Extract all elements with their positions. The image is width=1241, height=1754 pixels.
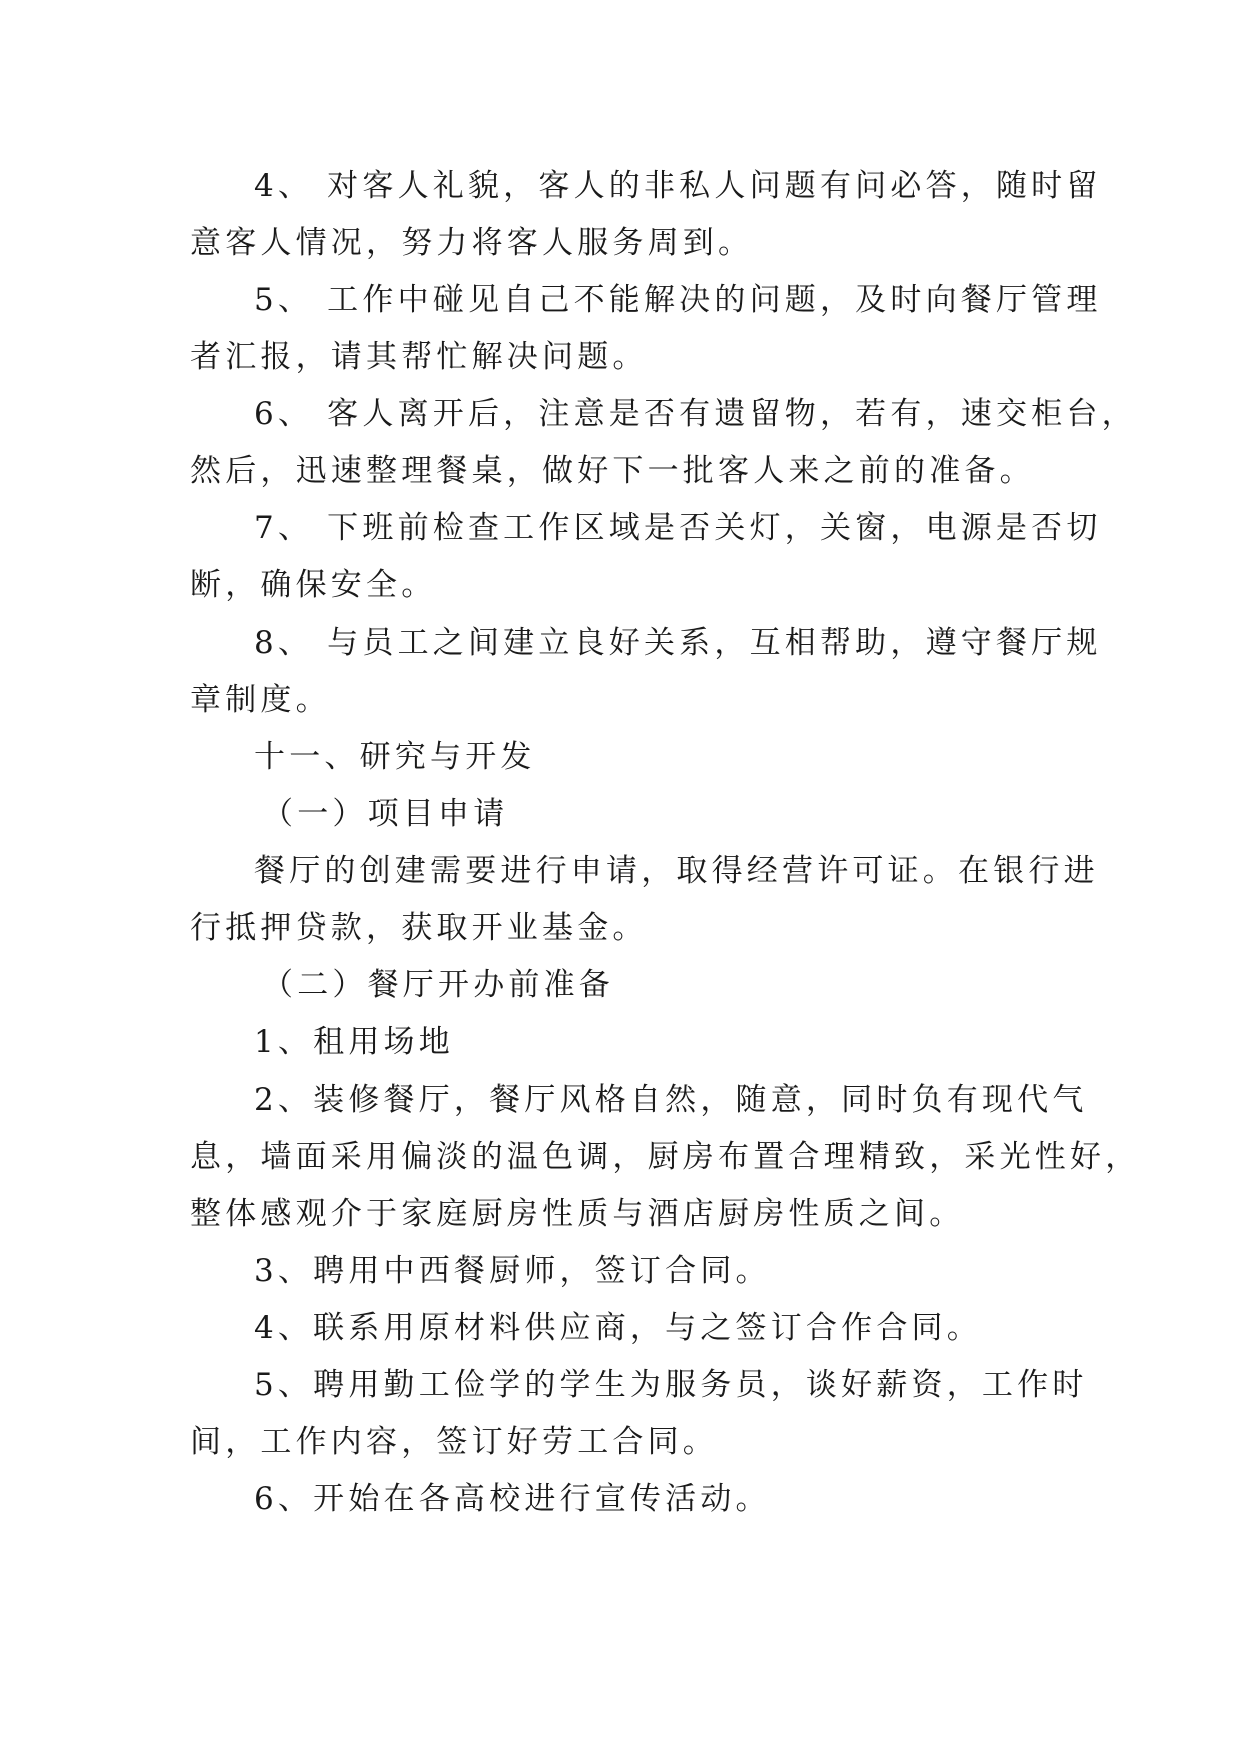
paragraph-line: 者汇报，请其帮忙解决问题。	[190, 339, 648, 375]
subsection-heading: （一）项目申请	[262, 796, 509, 832]
paragraph-line: 意客人情况，努力将客人服务周到。	[190, 225, 754, 261]
list-item: 4、联系用原材料供应商，与之签订合作合同。	[254, 1310, 982, 1346]
paragraph-line: 4、 对客人礼貌，客人的非私人问题有问必答，随时留	[254, 168, 1102, 204]
paragraph-line: 章制度。	[190, 682, 331, 718]
section-heading: 十一、研究与开发	[254, 739, 536, 775]
paragraph-line: 息，墙面采用偏淡的温色调，厨房布置合理精致，采光性好，	[190, 1139, 1141, 1175]
list-item: 2、装修餐厅，餐厅风格自然，随意，同时负有现代气	[254, 1082, 1088, 1118]
paragraph-line: 6、 客人离开后，注意是否有遗留物，若有，速交柜台，	[254, 396, 1137, 432]
paragraph-line: 间，工作内容，签订好劳工合同。	[190, 1424, 718, 1460]
paragraph-line: 5、 工作中碰见自己不能解决的问题，及时向餐厅管理	[254, 282, 1102, 318]
paragraph-line: 断，确保安全。	[190, 567, 437, 603]
list-item: 3、聘用中西餐厨师，签订合同。	[254, 1253, 771, 1289]
paragraph-line: 8、 与员工之间建立良好关系，互相帮助，遵守餐厅规	[254, 625, 1102, 661]
list-item: 6、开始在各高校进行宣传活动。	[254, 1481, 771, 1517]
paragraph-line: 行抵押贷款，获取开业基金。	[190, 910, 648, 946]
paragraph-line: 7、 下班前检查工作区域是否关灯，关窗，电源是否切	[254, 510, 1102, 546]
list-item: 1、租用场地	[254, 1024, 454, 1060]
list-item: 5、聘用勤工俭学的学生为服务员，谈好薪资，工作时	[254, 1367, 1088, 1403]
paragraph-line: 餐厅的创建需要进行申请，取得经营许可证。在银行进	[254, 853, 1099, 889]
paragraph-line: 整体感观介于家庭厨房性质与酒店厨房性质之间。	[190, 1196, 965, 1232]
subsection-heading: （二）餐厅开办前准备	[262, 967, 614, 1003]
paragraph-line: 然后，迅速整理餐桌，做好下一批客人来之前的准备。	[190, 453, 1035, 489]
